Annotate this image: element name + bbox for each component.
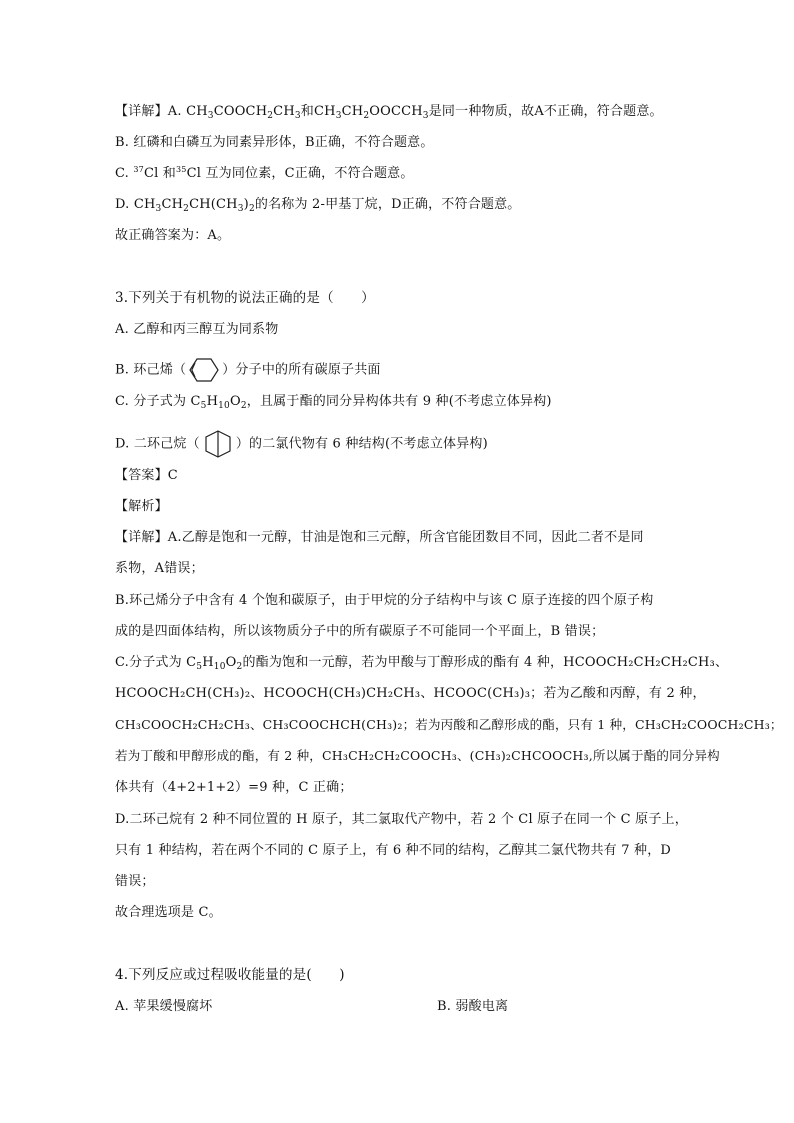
q3-exp-d-line3: 错误；	[115, 874, 155, 889]
q3-analysis-title: 【解析】	[115, 499, 168, 514]
q3-conclusion: 故合理选项是 C。	[115, 905, 222, 920]
q4-options-row	[115, 997, 212, 1017]
q2-exp-d: D. $CH_3CH_2CH(CH_3)_2$的名称为 2-甲基丁烷，D正确，不符合题意。	[115, 197, 521, 214]
q4-option-b: B. 弱酸电离	[437, 999, 509, 1014]
q3-exp-b-line2: 成的是四面体结构，所以该物质分子中的所有碳原子不可能同一个平面上，B 错误；	[115, 624, 605, 639]
q3-answer: 【答案】C	[115, 468, 178, 483]
q3-exp-d-line2: 只有 1 种结构，若在两个不同的 C 原子上，有 6 种不同的结构，乙醇其二氯代物共有 7 种，D	[115, 843, 672, 858]
q3-exp-c-line2: HCOOCH₂CH(CH₃)₂、HCOOCH(CH₃)CH₂CH₃、HCOOC(CH₃)₃；若为乙酸和丙醇，有 2 种，	[115, 686, 706, 701]
q3-option-b: B. 环己烯（ ）分子中的所有碳原子共面	[115, 356, 381, 384]
q3-exp-c-line5: 体共有（4+2+1+2）=9 种，C 正确；	[115, 780, 353, 795]
bicyclohexane-structure-icon	[202, 429, 234, 459]
q3-exp-c-line1: C.分子式为 $C_5H_{10}O_2$的酯为饱和一元醇，若为甲酸与丁醇形成的酯有 4 种，HCOOCH₂CH₂CH₂CH₃、	[115, 655, 729, 672]
q2-exp-c: C. $^{37}$Cl 和$^{35}$Cl 互为同位素，C正确，不符合题意。	[115, 165, 414, 181]
cyclohexene-structure-icon	[188, 356, 220, 384]
q4-option-a: A. 苹果缓慢腐坏	[115, 999, 213, 1014]
q3-option-a: A. 乙醇和丙三醇互为同系物	[115, 322, 279, 337]
q2-exp-a: 【详解】A. $CH_3COOCH_2CH_3$和$CH_3CH_2OOCCH_3$是同一种物质，故A不正确，符合题意。	[115, 104, 663, 121]
q3-stem: 3.下列关于有机物的说法正确的是（ ）	[115, 290, 375, 306]
q4-stem: 4.下列反应或过程吸收能量的是( )	[115, 967, 345, 983]
q3-exp-a-line2: 系物，A错误；	[115, 561, 204, 576]
q3-exp-d-line1: D.二环己烷有 2 种不同位置的 H 原子，其二氯取代产物中，若 2 个 Cl 原子在同一个 C 原子上，	[115, 812, 688, 827]
q2-exp-b: B. 红磷和白磷互为同素异形体，B正确，不符合题意。	[115, 135, 434, 150]
q3-exp-c-line4: 若为丁酸和甲醇形成的酯，有 2 种，CH₃CH₂CH₂COOCH₃、(CH₃)₂CHCOOCH₃,所以属于酯的同分异构	[115, 748, 720, 763]
q2-conclusion: 故正确答案为：A。	[115, 228, 231, 243]
q3-option-c: C. 分子式为 $C_5H_{10}O_2$，且属于酯的同分异构体共有 9 种(不考虑立体异构)	[115, 394, 552, 411]
q3-exp-a-line1: 【详解】A.乙醇是饱和一元醇，甘油是饱和三元醇，所含官能团数目不同，因此二者不是同	[115, 530, 644, 545]
q3-exp-b-line1: B.环己烯分子中含有 4 个饱和碳原子，由于甲烷的分子结构中与该 C 原子连接的四个原子构	[115, 593, 654, 608]
q3-exp-c-line3: CH₃COOCH₂CH₂CH₃、CH₃COOCHCH(CH₃)₂；若为丙酸和乙醇形成的酯，只有 1 种，CH₃CH₂COOCH₂CH₃；	[115, 717, 783, 732]
q3-option-d: D. 二环己烷（ ）的二氯代物有 6 种结构(不考虑立体异构)	[115, 429, 488, 459]
